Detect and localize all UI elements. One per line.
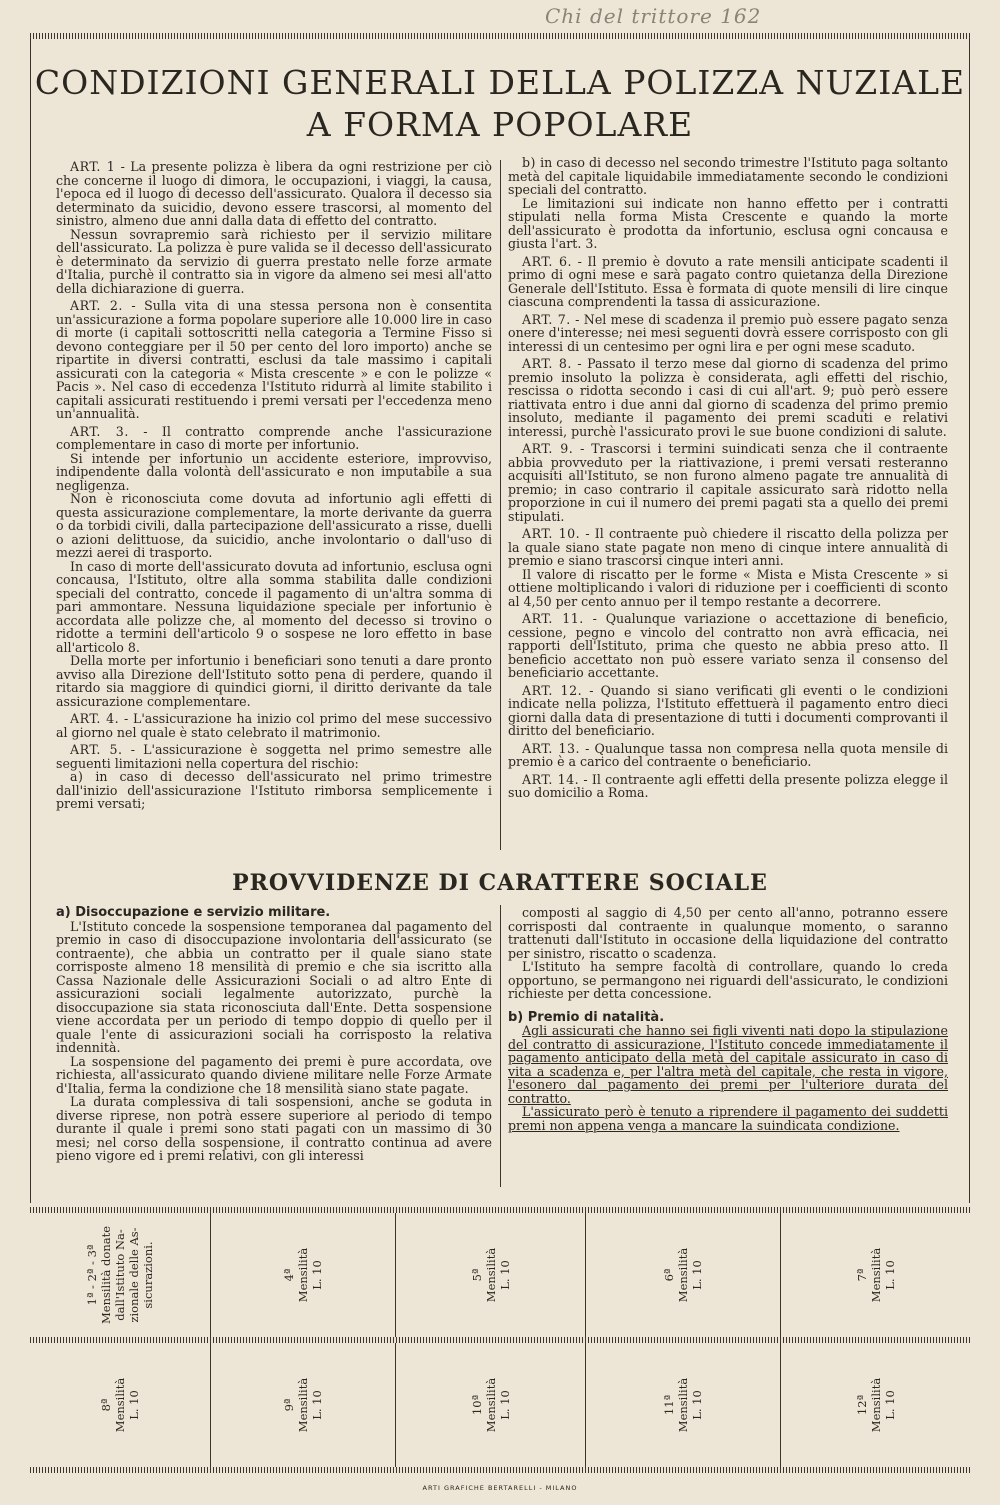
coupon-label: [663, 1378, 705, 1432]
social-right-column: [508, 906, 948, 1132]
article-paragraph: [508, 255, 948, 309]
coupon-cell: [395, 1213, 586, 1337]
article-label: ART. 8.: [522, 356, 572, 371]
article-label: ART. 9.: [522, 441, 574, 456]
social-paragraph: [56, 920, 492, 1055]
article-paragraph: [508, 742, 948, 769]
coupon-line: zionale delle As-: [127, 1227, 141, 1323]
article-text: - Nel mese di scadenza il premio può essere pagato senza onere d'interesse; nei mesi seguenti dovrà essere corrisposto con gli interessi di un centesimo per ogni lira e per ogni mese scaduto.: [508, 311, 948, 354]
article-label: a): [70, 769, 84, 784]
article-label: ART. 12.: [522, 682, 583, 698]
printer-credit: ARTI GRAFICHE BERTARELLI - MILANO: [422, 1484, 578, 1492]
left-border: [30, 33, 31, 1203]
coupon-label: [470, 1248, 512, 1302]
coupon-line: Mensilità: [113, 1377, 127, 1433]
column-divider: [500, 160, 501, 850]
article-text: Della morte per infortunio i beneficiari sono tenuti a dare pronto avviso alla Direzione dell'Istituto sotto pena di perdere, quando il ritardo sia maggiore di quindici giorni, il diritto derivante da tale assicurazione complementare.: [56, 653, 492, 709]
document-title: [0, 62, 1000, 146]
coupon-line: Mensilità: [484, 1247, 498, 1303]
coupon-label: [855, 1378, 897, 1432]
article-paragraph: [56, 452, 492, 493]
coupon-line: sicurazioni.: [141, 1241, 155, 1309]
title-line-2: A FORMA POPOLARE: [306, 105, 694, 144]
coupon-line: 5ª: [470, 1268, 484, 1282]
article-text: in caso di decesso dell'assicurato nel primo trimestre dall'inizio dell'assicurazione l'Istituto rimborsa semplicemente i premi versati;: [56, 769, 492, 811]
article-paragraph: [508, 156, 948, 197]
article-text: - Qualunque variazione o accettazione di beneficio, cessione, pegno e vincolo del contratto non avrà efficacia, nei rapporti dell'Istituto, prima che questo ne abbia preso atto. Il beneficio accettato non può essere variato senza il consenso del beneficiario accettante.: [508, 611, 948, 680]
right-border: [969, 33, 970, 1203]
article-text: - La presente polizza è libera da ogni restrizione per ciò che concerne il luogo di dimora, le occupazioni, i viaggi, la causa, l'epoca ed il luogo di decesso dell'assicurato. Qualora il decesso sia determinato da suicidio, devono essere trascorsi, al momento del sinistro, almeno due anni dalla data di effetto del contratto.: [56, 159, 492, 228]
coupon-line: Mensilità: [676, 1377, 691, 1433]
article-paragraph: [56, 492, 492, 560]
article-paragraph: [508, 357, 948, 438]
coupon-line: 6ª: [662, 1268, 677, 1282]
article-label: ART. 5.: [70, 742, 123, 757]
article-label: ART. 4.: [70, 711, 120, 726]
article-text: - Il contratto comprende anche l'assicurazione complementare in caso di morte per infortunio.: [56, 423, 492, 452]
article-paragraph: [56, 770, 492, 811]
article-text: in caso di decesso nel secondo trimestre l'Istituto paga soltanto metà del capitale liquidabile immediatamente secondo le condizioni speciali del contratto.: [508, 155, 948, 197]
handwritten-note: Chi del trittore 162: [545, 4, 762, 28]
coupon-line: Mensilità: [296, 1247, 311, 1303]
coupon-label: [99, 1378, 141, 1432]
social-paragraph-text: L'Istituto concede la sospensione temporanea dal pagamento del premio in caso di disoccupazione involontaria dell'assicurato (se contraente), che abbia un contratto per il quale siano state corrisposte almeno 18 mensilità di premio e che sia iscritto alla Cassa Nazionale delle Assicurazioni Sociali o ad altro Ente di assicurazioni sociali legalmente autorizzato, purchè la disoccupazione sia stata riconosciuta dall'Ente. Detta sospensione viene accordata per un periodo di tempo doppio di quello per il quale l'ente di assicurazioni sociali ha corrisposto la relativa indennità.: [56, 918, 492, 1055]
article-paragraph: [508, 568, 948, 609]
birth-bonus-heading: b) Premio di natalità.: [508, 1009, 665, 1025]
social-paragraph: [56, 1095, 492, 1163]
article-label: ART. 2.: [70, 298, 123, 313]
article-label: ART. 14.: [522, 771, 580, 787]
coupon-line: 8ª: [99, 1398, 113, 1412]
coupon-cell: [210, 1343, 396, 1467]
article-label: ART. 13.: [522, 740, 581, 756]
article-paragraph: [508, 197, 948, 251]
article-text: - Il contraente può chiedere il riscatto della polizza per la quale siano state pagate non meno di cinque intere annualità di premio e siano trascorsi cinque interi anni.: [508, 526, 948, 568]
coupon-cell: [30, 1213, 210, 1337]
top-border-rule: [30, 33, 970, 39]
coupon-line: L. 10: [690, 1260, 705, 1290]
coupon-line: 11ª: [662, 1394, 677, 1416]
coupon-line: L. 10: [498, 1390, 512, 1420]
coupon-label: [470, 1378, 512, 1432]
coupon-line: L. 10: [310, 1390, 325, 1420]
article-paragraph: [56, 228, 492, 296]
coupon-line: 4ª: [282, 1268, 297, 1282]
coupon-line: L. 10: [883, 1260, 897, 1290]
social-paragraph-text: La durata complessiva di tali sospensioni, anche se goduta in diverse riprese, non potrà essere superiore al periodo di tempo durante il quale i premi sono stati pagati con un massimo di 30 mesi; nel corso della sospensione, il contratto continua ad avere pieno vigore ed i premi relativi, con gli interessi: [56, 1094, 492, 1163]
title-line-1: CONDIZIONI GENERALI DELLA POLIZZA NUZIALE: [34, 63, 966, 102]
article-text: - Quando si siano verificati gli eventi o le condizioni indicate nella polizza, l'Istituto effettuerà il pagamento entro dieci giorni dalla data di presentazione di tutti i documenti comprovanti il diritto del beneficiario.: [508, 682, 948, 738]
social-paragraph: [56, 1055, 492, 1096]
article-text: - Qualunque tassa non compresa nella quota mensile di premio è a carico del contraente o beneficiario.: [508, 740, 948, 769]
article-paragraph: [56, 160, 492, 228]
article-paragraph: [508, 527, 948, 568]
article-text: - Sulla vita di una stessa persona non è consentita un'assicurazione a forma popolare superiore alle 10.000 lire in caso di morte (i capitali sottoscritti nella categoria a Termine Fisso si devono conteggiare per il 50 per cento del loro importo) anche se ripartite in diversi contratti, esclusi da tale massimo i capitali assicurati con la categoria « Mista crescente » e con le polizze « Pacis ». Nel caso di eccedenza l'Istituto ridurrà al limite stabilito i capitali assicurati restituendo i premi versati per l'eccedenza meno un'annualità.: [56, 298, 492, 421]
unemployment-heading: a) Disoccupazione e servizio militare.: [56, 905, 331, 920]
coupon-label: [85, 1226, 155, 1324]
coupon-line: 7ª: [855, 1268, 869, 1282]
social-paragraph-text: L'Istituto ha sempre facoltà di controllare, quando lo creda opportuno, se permangono nei riguardi dell'assicurato, le condizioni richieste per detta concessione.: [508, 959, 948, 1001]
article-text: Il valore di riscatto per le forme « Mista e Mista Crescente » si ottiene moltiplicando i valori di riduzione per i coefficienti di sconto al 4,50 per cento annuo per il tempo restante a decorrere.: [508, 566, 948, 609]
coupon-line: Mensilità: [869, 1377, 883, 1433]
article-text: Non è riconosciuta come dovuta ad infortunio agli effetti di questa assicurazione complementare, la morte derivante da guerra o da torbidi civili, dalla partecipazione dell'assicurato a risse, duelli o azioni delittuose, da suicidio, anche involontario o dall'uso di mezzi aerei di trasporto.: [56, 491, 492, 560]
article-text: Le limitazioni sui indicate non hanno effetto per i contratti stipulati nella forma Mista Crescente e quando la morte dell'assicurato è prodotta da infortunio, esclusa ogni concausa e giusta l'art. 3.: [508, 195, 948, 251]
article-text: - Passato il terzo mese dal giorno di scadenza del primo premio insoluto la polizza è considerata, agli effetti del rischio, rescissa o ridotta secondo i casi di cui all'art. 9; può però essere riattivata entro i due anni dal giorno di scadenza del primo premio insoluto, mediante il pagamento dei premi scaduti e relativi interessi, purchè l'assicurato provi le sue buone condizioni di salute.: [508, 356, 948, 439]
article-paragraph: [508, 442, 948, 523]
coupon-line: Mensilità: [869, 1247, 883, 1303]
coupon-line: L. 10: [498, 1260, 512, 1290]
coupon-cell: [210, 1213, 396, 1337]
social-paragraph: [508, 1024, 948, 1105]
article-label: b): [522, 155, 536, 170]
article-paragraph: [56, 299, 492, 421]
social-left-column: [56, 906, 492, 1163]
coupon-cell: [780, 1343, 971, 1467]
article-paragraph: [508, 313, 948, 354]
article-text: - Il contraente agli effetti della presente polizza elegge il suo domicilio a Roma.: [508, 771, 948, 800]
article-text: In caso di morte dell'assicurato dovuta ad infortunio, esclusa ogni concausa, l'Istituto, oltre alla somma stabilita dalle condizioni speciali del contratto, concede il pagamento di un'altra somma di pari ammontare. Nessuna liquidazione speciale per infortunio è accordata alle polizze che, al momento del decesso si trovino o ridotte a termini dell'articolo 9 o sospese ne loro effetto in base all'articolo 8.: [56, 558, 492, 655]
coupon-line: 10ª: [470, 1394, 484, 1416]
coupon-line: Mensilità: [676, 1247, 691, 1303]
article-label: ART. 3.: [70, 423, 129, 439]
social-paragraph-text: L'assicurato però è tenuto a riprendere il pagamento dei suddetti premi non appena venga a mancare la suindicata condizione.: [508, 1104, 948, 1133]
coupon-cell: [585, 1213, 781, 1337]
coupon-line: dall'Istituto Na-: [113, 1229, 127, 1321]
coupon-label: [663, 1248, 705, 1302]
social-paragraph: [508, 1105, 948, 1132]
coupon-cell: [395, 1343, 586, 1467]
article-text: - Trascorsi i termini suindicati senza che il contraente abbia provveduto per la riattivazione, i premi versati resteranno acquisiti all'Istituto, se non furono almeno pagate tre annualità di premio; in caso contrario il capitale assicurato sarà ridotto nella proporzione in cui il numero dei premi pagati sta a quello dei premi stipulati.: [508, 441, 948, 524]
article-paragraph: [56, 425, 492, 452]
article-text: - L'assicurazione è soggetta nel primo semestre alle seguenti limitazioni nella copertura del rischio:: [56, 742, 492, 771]
coupon-label: [283, 1248, 325, 1302]
social-paragraph: [508, 906, 948, 960]
coupon-line: L. 10: [310, 1260, 325, 1290]
article-paragraph: [508, 684, 948, 738]
article-label: ART. 1: [70, 159, 116, 174]
coupon-cell: [30, 1343, 210, 1467]
coupon-cell: [780, 1213, 971, 1337]
article-paragraph: [508, 773, 948, 800]
articles-right-column: [508, 156, 948, 800]
coupon-label: [855, 1248, 897, 1302]
social-section-title: PROVVIDENZE DI CARATTERE SOCIALE: [232, 870, 768, 896]
article-label: ART. 6.: [522, 253, 573, 269]
social-paragraph-text: composti al saggio di 4,50 per cento all'anno, potranno essere corrisposti dal contraente in qualunque momento, o saranno trattenuti dall'Istituto in occasione della liquidazione del contratto per sinistro, riscatto o scadenza.: [508, 905, 948, 961]
coupon-line: Mensilità donate: [99, 1225, 113, 1325]
coupon-line: 12ª: [855, 1394, 869, 1416]
article-text: - Il premio è dovuto a rate mensili anticipate scadenti il primo di ogni mese e sarà pagato contro quietanza della Direzione Generale dell'Istituto. Essa è formata di quote mensili di lire cinque ciascuna comprendenti la tassa di assicurazione.: [508, 253, 948, 309]
article-paragraph: [508, 612, 948, 680]
coupon-line: L. 10: [127, 1390, 141, 1420]
social-column-divider: [500, 905, 501, 1187]
article-paragraph: [56, 712, 492, 739]
coupon-cell: [585, 1343, 781, 1467]
coupons-bottom-rule: [30, 1467, 970, 1473]
article-paragraph: [56, 654, 492, 708]
article-text: - L'assicurazione ha inizio col primo del mese successivo al giorno nel quale è stato celebrato il matrimonio.: [56, 711, 492, 740]
article-label: ART. 7.: [522, 311, 571, 327]
coupon-line: 9ª: [282, 1398, 297, 1412]
article-paragraph: [56, 743, 492, 770]
social-paragraph-text: La sospensione del pagamento dei premi è pure accordata, ove richiesta, all'assicurato quando diviene militare nelle Forze Armate d'Italia, ferma la condizione che 18 mensilità siano state pagate.: [56, 1053, 492, 1096]
coupon-line: L. 10: [690, 1390, 705, 1420]
social-paragraph-text: Agli assicurati che hanno sei figli viventi nati dopo la stipulazione del contratto di assicurazione, l'Istituto concede immediatamente il pagamento anticipato della metà del capitale assicurato in caso di vita a scadenza e, per l'altra metà del capitale, che resta in vigore, l'esonero dal pagamento dei premi per l'ulteriore durata del contratto.: [508, 1023, 948, 1106]
coupon-line: 1ª - 2ª - 3ª: [85, 1244, 99, 1306]
coupon-line: Mensilità: [296, 1377, 311, 1433]
coupon-line: Mensilità: [484, 1377, 498, 1433]
article-text: Si intende per infortunio un accidente esteriore, improvviso, indipendente dalla volontà dell'assicurato e non imputabile a sua negligenza.: [56, 450, 492, 493]
articles-left-column: [56, 156, 492, 811]
article-label: ART. 10.: [522, 526, 581, 541]
coupon-line: L. 10: [883, 1390, 897, 1420]
coupon-label: [283, 1378, 325, 1432]
article-text: Nessun sovrapremio sarà richiesto per il servizio militare dell'assicurato. La polizza è pure valida se il decesso dell'assicurato è determinato da servizio di guerra prestato nelle forze armate d'Italia, purchè il contratto sia in vigore da almeno sei mesi all'atto della dichiarazione di guerra.: [56, 226, 492, 296]
social-paragraph: [508, 960, 948, 1001]
article-paragraph: [56, 560, 492, 655]
article-label: ART. 11.: [522, 611, 584, 626]
